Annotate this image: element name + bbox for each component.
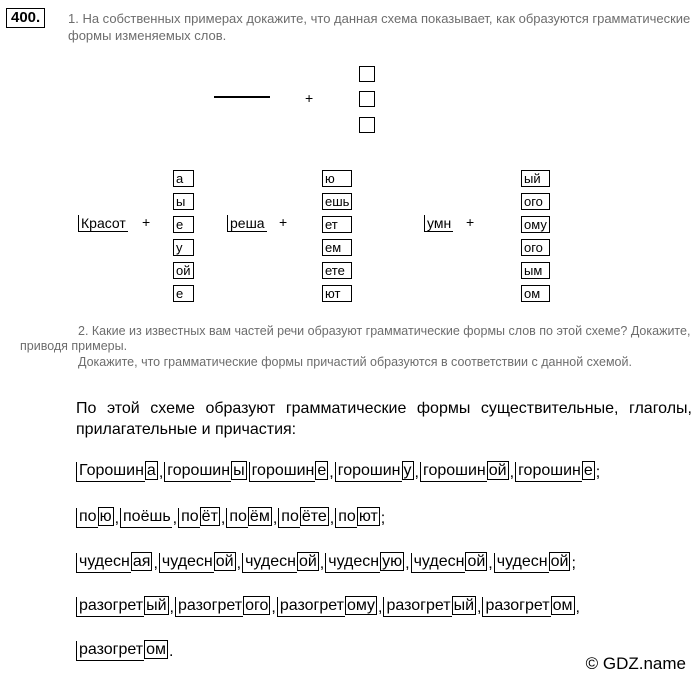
example-word	[515, 462, 595, 482]
group-plus: +	[466, 214, 475, 230]
word-ending: ую	[382, 553, 403, 570]
group-plus: +	[279, 214, 288, 230]
question-3: Докажите, что грамматические формы причастий образуются в соответствии с данной схемой.	[78, 355, 632, 369]
word-stem: горошин	[335, 462, 402, 482]
word-stem: чудесн	[159, 553, 214, 573]
word-separator: ,	[169, 599, 174, 616]
example-word	[76, 508, 114, 528]
word-stem: разогрет	[76, 597, 144, 617]
word-separator: ,	[158, 464, 164, 481]
word-separator: ,	[575, 599, 580, 616]
word-stem: горошин	[420, 462, 487, 482]
group-stem: умн	[424, 215, 453, 232]
word-stem: разогрет	[175, 597, 243, 617]
word-separator: ,	[271, 599, 276, 616]
endings-column	[322, 170, 352, 308]
example-word	[325, 553, 404, 573]
word-ending: ая	[132, 553, 151, 570]
word-stem: чудесн	[325, 553, 380, 573]
word-stem: разогрет	[76, 641, 144, 661]
word-ending: ой	[488, 462, 507, 479]
word-separator: ;	[571, 555, 576, 572]
example-word	[175, 597, 270, 617]
word-separator: ,	[220, 510, 226, 527]
word-stem: чудесн	[411, 553, 466, 573]
word-ending: ому	[346, 597, 376, 614]
word-stem: горошин	[249, 462, 316, 482]
example-word	[242, 553, 319, 573]
schema-root-line	[214, 96, 270, 98]
word-stem: горошин	[515, 462, 582, 482]
word-ending: ёт	[201, 508, 218, 525]
word-separator: ,	[477, 599, 482, 616]
group-stem: Красот	[78, 215, 128, 232]
ending: ого	[521, 193, 550, 210]
word-ending: ют	[358, 508, 378, 525]
example-word	[76, 462, 158, 482]
word-ending: ём	[249, 508, 270, 525]
example-word	[420, 462, 509, 482]
word-ending: ого	[245, 597, 269, 614]
word-separator: ;	[380, 510, 386, 527]
word-stem: Горошин	[76, 462, 145, 482]
word-separator: ,	[153, 555, 158, 572]
endings-column	[521, 170, 550, 308]
example-word	[411, 553, 488, 573]
word-separator: ,	[329, 510, 335, 527]
example-row	[76, 597, 581, 617]
word-ending: е	[583, 462, 593, 479]
word-stem: горошин	[164, 462, 231, 482]
example-word	[335, 462, 414, 482]
word-separator: ,	[488, 555, 493, 572]
word-ending: а	[146, 462, 156, 479]
word-separator: ,	[236, 555, 242, 572]
example-word	[278, 508, 329, 528]
word-separator: ,	[114, 510, 120, 527]
word-stem: чудесн	[242, 553, 297, 573]
word-separator: ,	[509, 464, 515, 481]
ending: ешь	[322, 193, 352, 210]
word-separator: ,	[329, 464, 334, 481]
example-word	[76, 597, 169, 617]
ending: ым	[521, 262, 550, 279]
word-ending: ы	[233, 462, 245, 479]
word-ending: ом	[146, 641, 167, 658]
word-stem: по	[335, 508, 357, 528]
word-stem: чудесн	[76, 553, 131, 573]
example-word	[164, 462, 246, 482]
example-word	[277, 597, 377, 617]
ending: ого	[521, 239, 550, 256]
ending: а	[173, 170, 194, 187]
ending: ет	[322, 216, 352, 233]
task-number: 400.	[6, 8, 45, 28]
schema-ending-box	[359, 91, 375, 107]
example-word	[159, 553, 236, 573]
example-word	[178, 508, 220, 528]
example-row	[76, 553, 577, 573]
example-row	[76, 641, 174, 661]
word-stem: чудесн	[494, 553, 549, 573]
example-word	[76, 553, 152, 573]
ending: ю	[322, 170, 352, 187]
example-word	[249, 462, 329, 482]
ending: ем	[322, 239, 352, 256]
ending: ой	[173, 262, 194, 279]
word-separator: ;	[595, 464, 601, 481]
word-ending: ой	[467, 553, 486, 570]
word-ending: е	[317, 462, 327, 479]
ending: ы	[173, 193, 194, 210]
ending: ют	[322, 285, 352, 302]
word-separator: ,	[405, 555, 410, 572]
schema-ending-box	[359, 66, 375, 82]
word-ending: ый	[453, 597, 475, 614]
word-stem: разогрет	[383, 597, 451, 617]
word-separator: ,	[414, 464, 419, 481]
example-word	[482, 597, 574, 617]
word-stem: разогрет	[482, 597, 550, 617]
example-word	[335, 508, 380, 528]
ending: у	[173, 239, 194, 256]
ending: ому	[521, 216, 550, 233]
ending: ом	[521, 285, 550, 302]
word-stem: по	[278, 508, 300, 528]
word-separator: ,	[378, 599, 383, 616]
example-row	[76, 462, 601, 482]
example-word	[120, 508, 172, 528]
group-stem: реша	[227, 215, 267, 232]
word-ending: ой	[215, 553, 234, 570]
ending: ый	[521, 170, 550, 187]
ending: ете	[322, 262, 352, 279]
word-stem: разогрет	[277, 597, 345, 617]
word-ending: ый	[146, 597, 167, 614]
ending: е	[173, 285, 194, 302]
word-ending: ю	[99, 508, 112, 525]
word-separator: .	[169, 643, 174, 660]
word-separator: ,	[319, 555, 325, 572]
schema-plus: +	[305, 90, 314, 106]
word-separator: ,	[272, 510, 278, 527]
example-word	[383, 597, 476, 617]
example-row	[76, 508, 386, 528]
question-2: 2. Какие из известных вам частей речи образуют грамматические формы слов по этой схеме? Докажите, приводя примеры.	[20, 324, 691, 353]
word-stem: по	[226, 508, 248, 528]
question-1: 1. На собственных примерах докажите, что данная схема показывает, как образуются грамматические формы изменяемых слов.	[68, 11, 691, 43]
word-separator: ,	[172, 510, 178, 527]
word-ending: ом	[552, 597, 573, 614]
example-word	[76, 641, 168, 661]
answer-text: По этой схеме образуют грамматические формы существительные, глаголы, прилагательные и причастия:	[76, 400, 692, 438]
word-ending: ой	[298, 553, 317, 570]
endings-column	[173, 170, 194, 308]
word-stem: поёшь	[120, 508, 172, 528]
word-ending: ой	[550, 553, 569, 570]
word-stem: по	[76, 508, 98, 528]
word-ending: ёте	[301, 508, 327, 525]
schema-ending-box	[359, 117, 375, 133]
example-word	[494, 553, 571, 573]
example-word	[226, 508, 271, 528]
word-stem: по	[178, 508, 200, 528]
watermark: © GDZ.name	[585, 654, 686, 673]
ending: е	[173, 216, 194, 233]
word-ending: у	[403, 462, 412, 479]
group-plus: +	[142, 214, 151, 230]
